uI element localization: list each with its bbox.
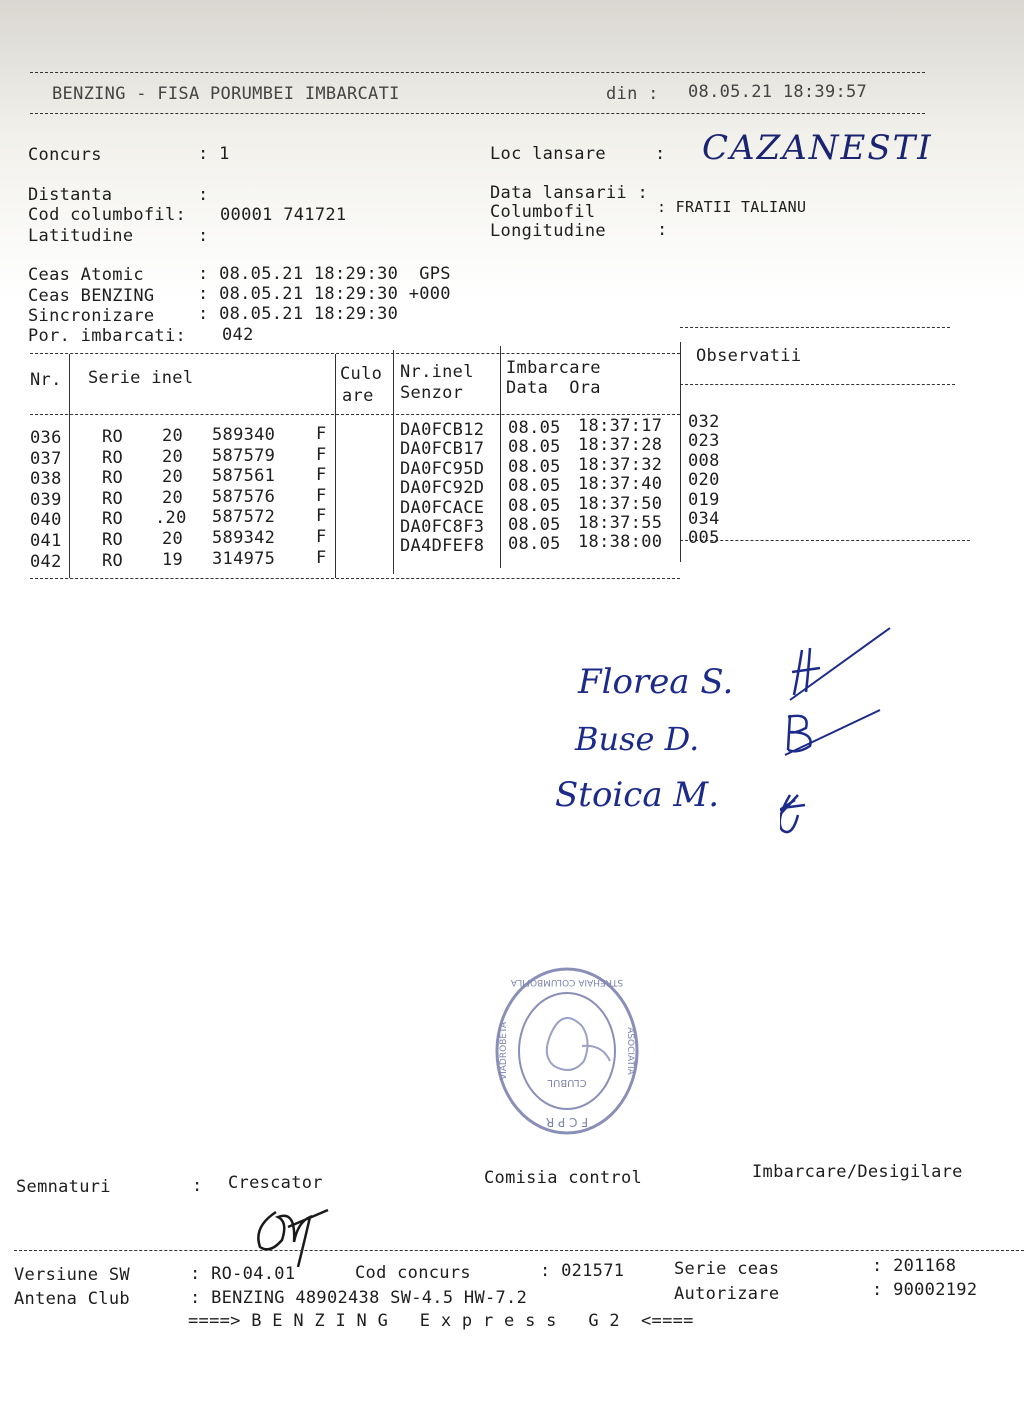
versiune-sw-label: Versiune SW [14,1265,130,1285]
row-sex: F [316,485,327,506]
comisia-control-label: Comisia control [484,1168,643,1188]
latitudine-label: Latitudine [28,226,134,246]
autorizare-label: Autorizare [674,1284,780,1304]
row-nr-inel-senzor: DA0FC8F3 [400,517,485,537]
crescator-signature [248,1192,338,1272]
concurs-label: Concurs [28,145,102,165]
crescator-label: Crescator [228,1173,323,1193]
semnaturi-label: Semnaturi [16,1177,111,1197]
loc-lansare-label: Loc lansare [490,144,606,164]
row-nr: 041 [30,531,62,551]
stamp-right-text: ASOCIATIA [625,1027,635,1075]
row-tara: RO [102,488,124,509]
cod-columbofil-label: Cod columbofil: [28,205,187,225]
row-data: 08.05 [508,456,561,477]
row-nr-inel-senzor: DA0FCACE [400,497,485,518]
row-sex: F [316,547,327,568]
ceas-benzing-label: Ceas BENZING [28,286,155,306]
row-observatii: 032 [688,412,720,432]
th-imbarcare: Imbarcare [506,358,601,378]
table-bottom-rule-obs [680,540,970,541]
table-top-rule [30,353,680,354]
latitudine-sep: : [198,226,209,246]
antena-club-value: : BENZING 48902438 SW-4.5 HW-7.2 [190,1288,528,1308]
row-nr-inel-senzor: DA0FC95D [400,458,485,479]
row-data: 08.05 [508,534,561,555]
th-nr: Nr. [30,370,62,390]
document-title: BENZING - FISA PORUMBEI IMBARCATI [52,84,400,104]
row-an: 20 [162,529,184,549]
row-ora: 18:37:50 [578,493,663,514]
row-sex: F [316,465,327,486]
row-ora: 18:37:17 [578,416,663,436]
row-observatii: 034 [688,509,720,529]
row-data: 08.05 [508,515,561,535]
row-nr-inel-senzor: DA0FCB17 [400,439,485,460]
porumbei-imbarcati-label: Por. imbarcati: [28,326,187,346]
autorizare-value: : 90002192 [872,1280,978,1300]
th-data-ora: Data Ora [506,378,601,398]
row-ora: 18:37:55 [578,513,663,533]
row-serie-inel: 589340 [212,425,276,445]
longitudine-label: Longitudine [490,221,606,241]
row-ora: 18:37:40 [578,474,663,495]
loc-lansare-sep: : [655,144,666,164]
versiune-sw-value: : RO-04.01 [190,1264,296,1284]
row-an: 20 [162,426,184,446]
columbofil-label: Columbofil [490,202,596,222]
row-sex: F [316,424,327,444]
stamp-left-text: VIADROBETA [499,1021,509,1081]
col-divider-senzor [500,346,501,568]
row-serie-inel: 587576 [212,486,276,507]
row-nr: 040 [30,510,62,531]
th-culoare-2: are [342,386,374,406]
antena-club-label: Antena Club [14,1289,130,1309]
row-serie-inel: 587572 [212,507,276,528]
serie-ceas-label: Serie ceas [674,1259,780,1279]
columbofil-value: : FRATII TALIANU [657,198,807,216]
th-nrinel-1: Nr.inel [400,362,474,382]
ceas-atomic-label: Ceas Atomic [28,265,144,285]
row-ora: 18:37:28 [578,435,663,456]
club-stamp-seal [492,966,642,1136]
row-sex: F [316,527,327,547]
handwritten-initials-signature [780,620,900,840]
row-tara: RO [102,509,124,530]
row-sex: F [316,506,327,527]
row-tara: RO [102,468,124,489]
col-divider-nr [69,354,70,578]
row-an: 20 [162,487,184,508]
row-nr: 042 [30,551,62,572]
table-header-rule [30,414,680,415]
row-tara: RO [102,427,124,447]
stamp-top-text: STREHAIA COLUMBOFILA [510,977,624,987]
th-observatii: Observatii [696,346,802,366]
row-observatii: 008 [688,450,720,471]
benzing-express-banner: ====> B E N Z I N G E x p r e s s G 2 <==== [188,1311,694,1331]
row-an: 20 [162,467,184,488]
row-data: 08.05 [508,476,561,497]
stamp-inner-text: CLUBUL [547,1077,587,1088]
concurs-value: : 1 [198,144,230,164]
handwritten-name-3: Stoica M. [555,775,720,815]
handwritten-name-1: Florea S. [578,662,734,702]
distanta-label: Distanta [28,185,113,205]
ceas-atomic-value: : 08.05.21 18:29:30 GPS [198,264,451,284]
row-serie-inel: 587561 [212,466,276,487]
cod-concurs-value: : 021571 [540,1261,625,1281]
row-nr-inel-senzor: DA0FCB12 [400,420,485,440]
din-label: din : [606,84,659,104]
row-nr: 036 [30,428,62,448]
row-nr: 039 [30,489,62,510]
row-serie-inel: 587579 [212,445,276,466]
row-serie-inel: 589342 [212,528,276,548]
th-culoare-1: Culo [340,364,383,384]
din-value: 08.05.21 18:39:57 [688,82,868,102]
row-an: .20 [155,508,187,529]
row-serie-inel: 314975 [212,548,276,569]
porumbei-imbarcati-value: 042 [222,325,254,345]
row-tara: RO [102,530,124,550]
data-lansarii-label: Data lansarii : [490,183,649,203]
row-nr-inel-senzor: DA0FC92D [400,478,485,499]
sincronizare-value: : 08.05.21 18:29:30 [198,304,399,324]
row-nr: 037 [30,448,62,469]
row-data: 08.05 [508,437,561,458]
stamp-bottom-text: F C P R [545,1115,589,1129]
semnaturi-sep: : [192,1176,203,1196]
col-divider-imbarcare [680,342,681,562]
col-divider-culoare [393,350,394,574]
col-divider-serie [335,354,336,578]
imbarcare-desigilare-label: Imbarcare/Desigilare [752,1162,963,1182]
row-an: 20 [162,446,184,467]
handwritten-name-2: Buse D. [575,720,700,758]
row-observatii: 005 [688,528,720,549]
distanta-sep: : [198,185,209,205]
table-header-rule-obs [680,384,955,385]
row-data: 08.05 [508,495,561,516]
th-serie-inel: Serie inel [88,368,194,388]
loc-lansare-handwritten: CAZANESTI [702,128,933,168]
row-an: 19 [162,549,184,570]
longitudine-sep: : [657,220,668,240]
row-nr: 038 [30,469,62,490]
row-tara: RO [102,550,124,571]
th-nrinel-2: Senzor [400,383,464,403]
row-data: 08.05 [508,418,561,438]
cod-columbofil-value: 00001 741721 [220,205,347,225]
table-top-rule-obs [680,327,950,328]
footer-rule [14,1250,1024,1251]
row-observatii: 023 [688,431,720,452]
row-tara: RO [102,447,124,468]
sincronizare-label: Sincronizare [28,306,155,326]
row-sex: F [316,444,327,465]
row-ora: 18:38:00 [578,532,663,553]
table-bottom-rule [30,578,680,579]
ceas-benzing-value: : 08.05.21 18:29:30 +000 [198,284,451,304]
row-observatii: 019 [688,489,720,510]
row-observatii: 020 [688,470,720,491]
cod-concurs-label: Cod concurs [355,1263,471,1283]
serie-ceas-value: : 201168 [872,1256,957,1276]
row-ora: 18:37:32 [578,454,663,475]
row-nr-inel-senzor: DA4DFEF8 [400,536,485,557]
